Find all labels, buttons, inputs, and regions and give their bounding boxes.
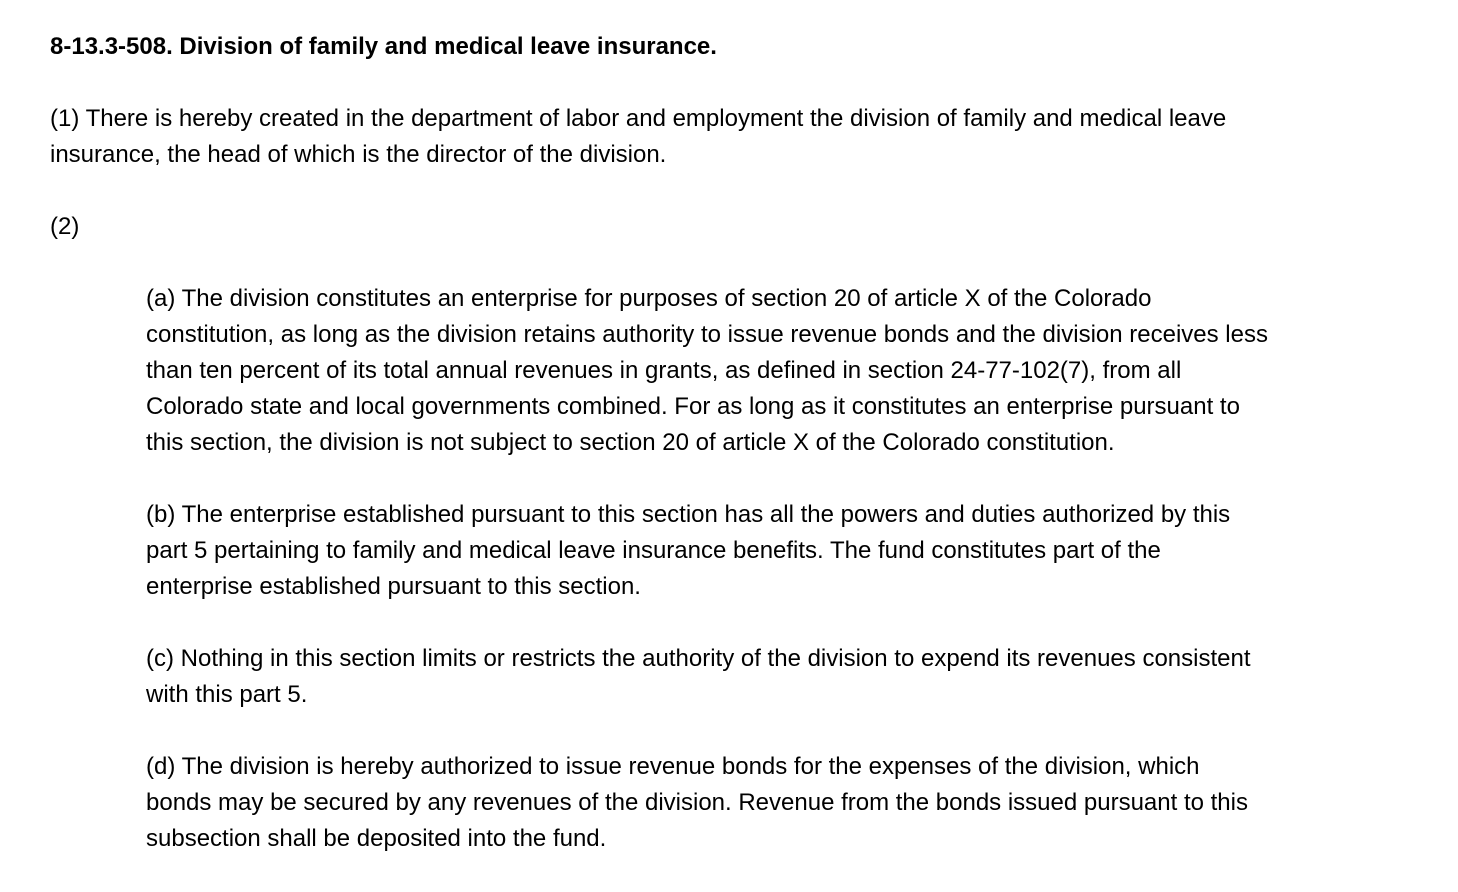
text-line: enterprise established pursuant to this section. [146,573,641,600]
paragraph-p2 [50,209,1458,245]
section-heading: 8-13.3-508. Division of family and medical leave insurance. [50,33,717,60]
text-line: (b) The enterprise established pursuant to this section has all the powers and duties authorized by this [146,501,1231,528]
subparagraph-c [146,641,1458,713]
subparagraph-d [146,749,1458,857]
text-line: (c) Nothing in this section limits or restricts the authority of the division to expend its revenues consistent [146,645,1251,672]
subparagraph-a [146,281,1458,461]
text-line: Colorado state and local governments combined. For as long as it constitutes an enterprise pursuant to [146,393,1240,420]
text-line: subsection shall be deposited into the fund. [146,825,607,852]
text-line: (1) There is hereby created in the department of labor and employment the division of family and medical leave [50,105,1227,132]
text-line: with this part 5. [146,681,308,708]
text-line: (d) The division is hereby authorized to issue revenue bonds for the expenses of the division, which [146,753,1200,780]
subparagraph-b [146,497,1458,605]
text-line: this section, the division is not subject to section 20 of article X of the Colorado constitution. [146,429,1115,456]
text-line: (a) The division constitutes an enterprise for purposes of section 20 of article X of the Colorado [146,285,1152,312]
paragraph-p1 [50,101,1458,173]
text-line: (2) [50,213,80,240]
text-line: than ten percent of its total annual revenues in grants, as defined in section 24-77-102(7), from all [146,357,1182,384]
text-line: constitution, as long as the division retains authority to issue revenue bonds and the division receives less [146,321,1268,348]
text-line: part 5 pertaining to family and medical leave insurance benefits. The fund constitutes part of the [146,537,1161,564]
text-line: bonds may be secured by any revenues of the division. Revenue from the bonds issued pursuant to this [146,789,1248,816]
text-line: insurance, the head of which is the director of the division. [50,141,667,168]
